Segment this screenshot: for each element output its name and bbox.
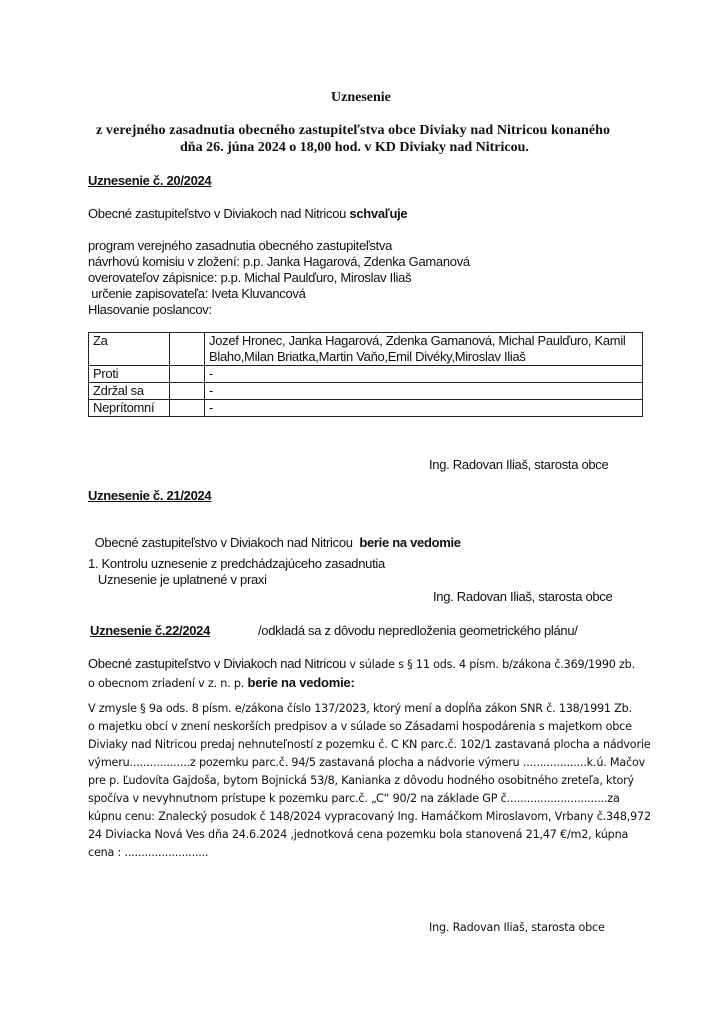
resolution-22-body-line: cena : ......................... [88,846,209,859]
vote-value-nepritomni: - [205,400,643,417]
resolution-20-intro [88,206,407,221]
resolution-20-intro-text: Obecné zastupiteľstvo v Diviakoch nad Nitricou [88,206,350,221]
resolution-22-heading: Uznesenie č.22/2024 [90,623,211,638]
vote-value-zdrzal: - [205,383,643,400]
document-title: Uznesenie [331,90,391,105]
resolution-20-heading: Uznesenie č. 20/2024 [88,173,212,188]
resolution-20-line-5: Hlasovanie poslancov: [88,302,212,317]
vote-spacer-cell [170,366,205,383]
resolution-20-line-4: určenie zapisovateľa: Iveta Kluvancová [88,286,306,301]
resolution-21-signature: Ing. Radovan Iliaš, starosta obce [433,589,613,604]
vote-table [88,332,643,417]
resolution-22-body-line: V zmysle § 9a ods. 8 písm. e/zákona číslo 137/2023, ktorý mení a dopĺňa zákon SNR č. 138/1991 Zb. [88,702,632,715]
resolution-22-note: /odkladá sa z dôvodu nepredloženia geometrického plánu/ [258,623,578,638]
document-subtitle-line2: dňa 26. júna 2024 o 18,00 hod. v KD Diviaky nad Nitricou. [180,140,529,155]
resolution-21-intro-text: Obecné zastupiteľstvo v Diviakoch nad Nitricou [94,535,360,550]
resolution-20-line-3: overovateľov zápisnice: p.p. Michal Paulďuro, Miroslav Iliaš [88,270,412,285]
vote-label-nepritomni: Neprítomní [89,400,170,417]
resolution-22-legal-basis: v súlade s § 11 ods. 4 písm. b/zákona č.369/1990 zb. [349,658,635,671]
resolution-22-body-line: výmeru..................z pozemku parc.č. 94/5 zastavaná plocha a nádvorie výmeru ...................k.ú. Mačov [88,756,646,769]
resolution-22-intro-line2-text: o obecnom zriadení v z. n. p. [88,677,248,690]
resolution-21-heading: Uznesenie č. 21/2024 [88,488,212,503]
vote-row-za [89,333,643,366]
vote-label-za: Za [89,333,170,366]
vote-spacer-cell [170,400,205,417]
resolution-20-verb: schvaľuje [349,206,408,221]
resolution-21-intro [88,520,461,550]
resolution-22-body-line: 24 Diviacka Nová Ves dňa 24.6.2024 ,jednotková cena pozemku bola stanovená 21,47 €/m2, kúpna [88,828,629,841]
vote-value-proti: - [205,366,643,383]
vote-row-zdrzal [89,383,643,400]
resolution-22-intro-line2 [88,675,355,690]
resolution-21-item-line1: 1. Kontrolu uznesenie z predchádzajúceho zasadnutia [88,556,385,571]
resolution-20-signature: Ing. Radovan Iliaš, starosta obce [429,457,609,472]
resolution-20-line-1: program verejného zasadnutia obecného zastupiteľstva [88,238,393,253]
vote-names-za-line2: Blaho,Milan Briatka,Martin Vaňo,Emil Divéky,Miroslav Iliaš [209,349,526,364]
resolution-22-signature: Ing. Radovan Iliaš, starosta obce [429,921,605,934]
vote-row-nepritomni [89,400,643,417]
vote-row-proti [89,366,643,383]
resolution-22-body-line: pre p. Ľudovíta Gajdoša, bytom Bojnická 53/8, Kanianka z dôvodu hodného osobitného zreteľa, ktorý [88,774,634,787]
resolution-21-item-line2: Uznesenie je uplatnené v praxi [88,572,267,587]
resolution-22-body-line: spočíva v nevyhnutnom prístupe k pozemku parc.č. „C“ 90/2 na základe GP č..............................za [88,792,620,805]
vote-label-zdrzal: Zdržal sa [89,383,170,400]
resolution-22-body-line: Diviaky nad Nitricou predaj nehnuteľností z pozemku č. C KN parc.č. 102/1 zastavaná plocha a nádvorie [88,738,651,751]
resolution-21-verb: berie na vedomie [359,535,461,550]
resolution-22-intro-text: Obecné zastupiteľstvo v Diviakoch nad Nitricou [88,656,350,671]
vote-spacer-cell [170,333,205,366]
resolution-22-verb: berie na vedomie: [247,675,355,690]
resolution-22-body-line: kúpnu cenu: Znalecký posudok č 148/2024 vypracovaný Ing. Hamáčkom Miroslavom, Vrbany č.348,972 [88,810,651,823]
resolution-22-body [88,700,651,862]
vote-label-proti: Proti [89,366,170,383]
vote-spacer-cell [170,383,205,400]
vote-names-za-line1: Jozef Hronec, Janka Hagarová, Zdenka Gamanová, Michal Paulďuro, Kamil [209,333,626,348]
resolution-22-body-line: o majetku obcí v znení neskorších predpisov a v súlade so Zásadami hospodárenia s majetkom obce [88,720,632,733]
resolution-20-line-2: návrhovú komisiu v zložení: p.p. Janka Hagarová, Zdenka Gamanová [88,254,470,269]
vote-names-za [205,333,643,366]
document-subtitle-line1: z verejného zasadnutia obecného zastupiteľstva obce Diviaky nad Nitricou konaného [96,123,611,138]
resolution-22-intro-line1 [88,655,635,673]
